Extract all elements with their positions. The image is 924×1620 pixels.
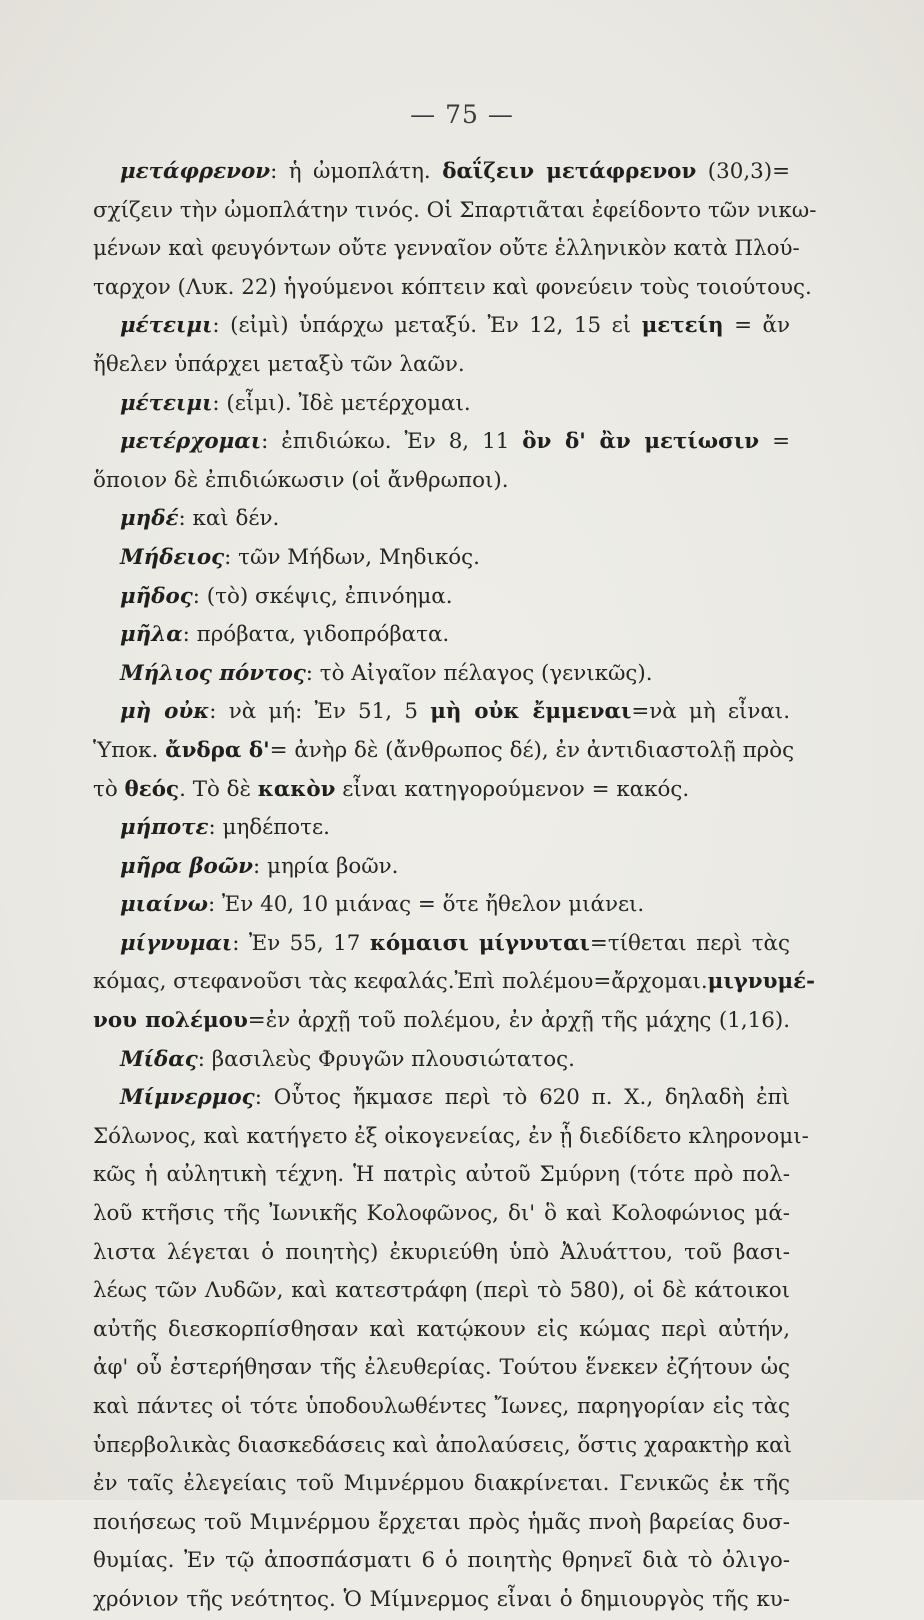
line-text: : τῶν Μήδων, Μηδικός. bbox=[224, 544, 480, 570]
text-line bbox=[93, 963, 816, 1002]
line-text: . Τὸ δὲ bbox=[179, 776, 258, 802]
headword: μῆλα bbox=[120, 622, 183, 648]
line-text: Σόλωνος, καὶ κατήγετο ἐξ οἰκογενείας, ἐν ᾗ διεδίδετο κληρονομι- bbox=[93, 1123, 809, 1149]
line-text: : μηδέποτε. bbox=[208, 815, 330, 841]
text-line bbox=[120, 655, 790, 694]
quoted-phrase: μετείη bbox=[641, 313, 724, 339]
text-line bbox=[93, 1504, 790, 1543]
line-text: : Ἐν 55, 17 bbox=[232, 930, 370, 956]
headword: μὴ οὐκ bbox=[120, 699, 210, 725]
text-line bbox=[93, 1388, 790, 1427]
line-text: αὐτῆς διεσκορπίσθησαν καὶ κατῴκουν εἰς κώμας περὶ αὐτήν, bbox=[93, 1316, 790, 1342]
glossary-text bbox=[93, 153, 817, 1620]
text-line bbox=[93, 1118, 809, 1157]
headword: μήποτε bbox=[120, 815, 209, 841]
text-line bbox=[93, 462, 790, 501]
text-line bbox=[120, 809, 790, 848]
text-line bbox=[93, 1542, 790, 1581]
text-line bbox=[93, 269, 812, 308]
line-text: : νὰ μή: Ἐν 51, 5 bbox=[209, 699, 431, 725]
line-text: ἀφ' οὗ ἐστερήθησαν τῆς ἐλευθερίας. Τούτου ἕνεκεν ἐζήτουν ὡς bbox=[93, 1355, 790, 1381]
quoted-phrase: ὃν δ' ἂν μετίωσιν bbox=[522, 429, 760, 455]
line-text: = bbox=[759, 429, 791, 455]
text-line bbox=[93, 1002, 790, 1041]
quoted-phrase: κόμαισι μίγνυται bbox=[369, 930, 590, 956]
line-text: = ἀνὴρ δὲ (ἄνθρωπος δέ), ἐν ἀντιδιαστολῇ πρὸς bbox=[269, 737, 795, 763]
text-line bbox=[93, 771, 790, 810]
quoted-phrase: ἄνδρα δ' bbox=[165, 737, 270, 763]
line-text: =τίθεται περὶ τὰς bbox=[589, 930, 790, 956]
headword: μῆρα βοῶν bbox=[120, 853, 254, 879]
line-text: : τὸ Αἰγαῖον πέλαγος (γενικῶς). bbox=[305, 660, 653, 686]
quoted-phrase: θεός bbox=[124, 776, 180, 802]
text-line bbox=[120, 539, 790, 578]
headword: μετέρχομαι bbox=[120, 429, 262, 455]
line-text: ταρχον (Λυκ. 22) ἡγούμενοι κόπτειν καὶ φονεύειν τοὺς τοιούτους. bbox=[93, 274, 812, 300]
headword: μῆδος bbox=[120, 583, 193, 609]
headword: μέτειμι bbox=[120, 390, 213, 416]
headword: Μήλιος πόντος bbox=[120, 660, 306, 686]
line-text: σχίζειν τὴν ὠμοπλάτην τινός. Οἱ Σπαρτιᾶται ἐφείδοντο τῶν νικω- bbox=[93, 197, 817, 223]
quoted-phrase: μὴ οὐκ ἔμμεναι bbox=[430, 699, 632, 725]
headword: μιαίνω bbox=[120, 892, 209, 918]
text-line bbox=[120, 307, 790, 346]
headword: μέτειμι bbox=[120, 313, 213, 339]
line-text: : μηρία βοῶν. bbox=[253, 853, 399, 879]
text-line bbox=[93, 1272, 790, 1311]
line-text: κῶς ἡ αὐλητικὴ τέχνη. Ἡ πατρὶς αὐτοῦ Σμύρνη (τότε πρὸ πολ- bbox=[93, 1162, 790, 1188]
line-text: λέως τῶν Λυδῶν, καὶ κατεστράφη (περὶ τὸ 580), οἱ δὲ κάτοικοι bbox=[93, 1278, 790, 1304]
text-line bbox=[93, 346, 790, 385]
line-text: : (εἰμὶ) ὑπάρχω μεταξύ. Ἐν 12, 15 εἰ bbox=[212, 313, 642, 339]
text-line bbox=[93, 1349, 790, 1388]
text-line bbox=[93, 1156, 790, 1195]
headword: Μίμνερμος bbox=[120, 1085, 255, 1111]
line-text: ἐν ταῖς ἐλεγείαις τοῦ Μιμνέρμου διακρίνεται. Γενικῶς ἐκ τῆς bbox=[93, 1471, 790, 1497]
line-text: εἶναι κατηγορούμενον = κακός. bbox=[335, 776, 690, 802]
page-number: — 75 — bbox=[410, 100, 514, 129]
line-text: μένων καὶ φευγόντων οὔτε γενναῖον οὔτε ἑλληνικὸν κατὰ Πλού- bbox=[93, 236, 800, 262]
line-text: : (εἶμι). Ἰδὲ μετέρχομαι. bbox=[212, 390, 471, 416]
line-text: : (τὸ) σκέψις, ἐπινόημα. bbox=[192, 583, 453, 609]
line-text: ἤθελεν ὑπάρχει μεταξὺ τῶν λαῶν. bbox=[93, 351, 465, 377]
quoted-phrase: κακὸν bbox=[257, 776, 336, 802]
line-text: Ὑποκ. bbox=[93, 737, 166, 763]
text-line bbox=[120, 1041, 790, 1080]
text-line bbox=[120, 153, 790, 192]
text-line bbox=[93, 1465, 790, 1504]
line-text: θυμίας. Ἐν τῷ ἀποσπάσματι 6 ὁ ποιητὴς θρηνεῖ διὰ τὸ ὀλιγο- bbox=[93, 1548, 790, 1574]
line-text: = ἄν bbox=[723, 313, 790, 339]
text-line bbox=[93, 192, 817, 231]
text-line bbox=[120, 500, 790, 539]
quoted-phrase: νου πολέμου bbox=[93, 1008, 248, 1034]
text-line bbox=[93, 1311, 790, 1350]
line-text: : καὶ δέν. bbox=[178, 506, 280, 532]
quoted-phrase: δαΐζειν μετάφρενον bbox=[442, 159, 697, 184]
text-line bbox=[93, 1581, 790, 1620]
text-line bbox=[120, 848, 790, 887]
line-text: =νὰ μὴ εἶναι. bbox=[631, 699, 790, 725]
line-text: ὅποιον δὲ ἐπιδιώκωσιν (οἱ ἄνθρωποι). bbox=[93, 467, 509, 493]
line-text: =ἐν ἀρχῇ τοῦ πολέμου, ἐν ἀρχῇ τῆς μάχης (1,16). bbox=[247, 1008, 790, 1034]
line-text: : βασιλεὺς Φρυγῶν πλουσιώτατος. bbox=[197, 1046, 575, 1072]
text-line bbox=[120, 693, 790, 732]
line-text: ὑπερβολικὰς διασκεδάσεις καὶ ἀπολαύσεις, ὅστις χαρακτὴρ καὶ bbox=[93, 1432, 792, 1458]
text-line bbox=[120, 886, 790, 925]
quoted-phrase: μιγνυμέ- bbox=[707, 969, 816, 995]
text-line bbox=[93, 230, 800, 269]
line-text: ποιήσεως τοῦ Μιμνέρμου ἔρχεται πρὸς ἡμᾶς πνοὴ βαρείας δυσ- bbox=[93, 1509, 790, 1535]
line-text: λιστα λέγεται ὁ ποιητὴς) ἐκυριεύθη ὑπὸ Ἀλυάττου, τοῦ βασι- bbox=[93, 1239, 790, 1265]
headword: Μήδειος bbox=[120, 544, 225, 570]
text-line bbox=[120, 616, 790, 655]
line-text: : ἐπιδιώκω. Ἐν 8, 11 bbox=[261, 429, 523, 455]
text-line bbox=[93, 732, 795, 771]
line-text: : πρόβατα, γιδοπρόβατα. bbox=[182, 622, 450, 648]
text-line bbox=[120, 385, 790, 424]
text-line bbox=[120, 578, 790, 617]
headword: μίγνυμαι bbox=[120, 930, 233, 956]
headword: Μίδας bbox=[120, 1046, 198, 1072]
text-line bbox=[120, 925, 790, 964]
line-text: λοῦ κτῆσις τῆς Ἰωνικῆς Κολοφῶνος, δι' ὃ καὶ Κολοφώνιος μά- bbox=[93, 1201, 790, 1227]
text-line bbox=[93, 1427, 790, 1466]
headword: μηδέ bbox=[120, 506, 179, 532]
text-line bbox=[93, 1195, 790, 1234]
line-text: : Ἐν 40, 10 μιάνας = ὅτε ἤθελον μιάνει. bbox=[208, 892, 645, 918]
line-text: κόμας, στεφανοῦσι τὰς κεφαλάς.Ἐπὶ πολέμου=ἄρχομαι. bbox=[93, 969, 708, 995]
text-line bbox=[120, 423, 790, 462]
line-text: : ἡ ὠμοπλάτη. bbox=[270, 159, 443, 184]
headword: μετάφρενον bbox=[120, 159, 271, 184]
line-text: καὶ πάντες οἱ τότε ὑποδουλωθέντες Ἴωνες, παρηγορίαν εἰς τὰς bbox=[93, 1394, 790, 1419]
line-text: : Οὗτος ἤκμασε περὶ τὸ 620 π. Χ., δηλαδὴ ἐπὶ bbox=[254, 1085, 790, 1111]
line-text: τὸ bbox=[93, 776, 125, 802]
text-line bbox=[120, 1079, 790, 1118]
text-line bbox=[93, 1234, 790, 1273]
line-text: χρόνιον τῆς νεότητος. Ὁ Μίμνερμος εἶναι ὁ δημιουργὸς τῆς κυ- bbox=[93, 1586, 790, 1612]
line-text: (30,3)= bbox=[696, 159, 790, 184]
